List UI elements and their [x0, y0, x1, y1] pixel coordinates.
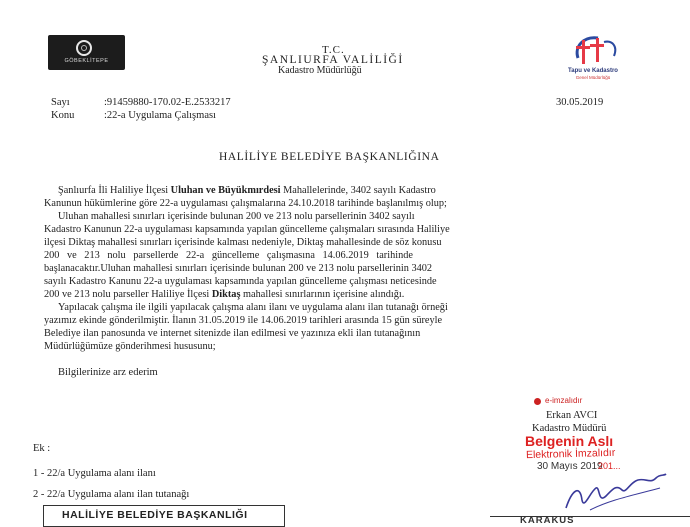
header-valilik: ŞANLIURFA VALİLİĞİ [262, 54, 404, 66]
konu-label: Konu [51, 110, 75, 121]
body-paragraph-3-line-4: Müdürlüğümüze gönderihmesi hususunu; [44, 341, 216, 352]
body-paragraph-2-line-1: Uluhan mahallesi sınırları içerisinde bulunan 200 ve 213 nolu parsellerinin 3402 sayılı [58, 211, 415, 222]
body-paragraph-3-line-3: Belediye ilan panosunda ve internet sitenizde ilan edilmesi ve yazınıza ekli ilan tutanağının [44, 328, 421, 339]
body-paragraph-2-line-4: 200 ve 213 nolu parsellerde 22-a güncelleme çalışmasına 14.06.2019 tarihinde [44, 250, 413, 261]
e-signature-icon [534, 398, 541, 405]
body-paragraph-2-line-6: sayılı Kadastro Kanunu 22-a uygulaması kapsamında yapılan güncelleme çalışması neticesinde [44, 276, 437, 287]
logo-text: GÖBEKLİTEPE [64, 58, 109, 64]
konu-value: :22-a Uygulama Çalışması [104, 110, 216, 121]
tapu-kadastro-text: Tapu ve Kadastro [568, 68, 618, 74]
gobeklitepe-logo [48, 35, 125, 70]
recipient-box-title: HALİLİYE BELEDİYE BAŞKANLIĞI [62, 509, 248, 521]
stamp-belgenin-asli: Belgenin Aslı [525, 433, 614, 449]
closing-text: Bilgilerinize arz ederim [58, 367, 158, 378]
e-signature-label: e-imzalıdır [545, 396, 583, 405]
recipient-title: HALİLİYE BELEDİYE BAŞKANLIĞINA [219, 151, 440, 163]
stamp-date: 30 Mayıs 2019 [537, 461, 603, 472]
body-paragraph-3-line-1: Yapılacak çalışma ile ilgili yapılacak çalışma alanı ilanı ve uygulama alanı ilan tutanağı örneği [58, 302, 448, 313]
body-paragraph-1-line-1: Şanlıurfa İli Haliliye İlçesi Uluhan ve Büyükmırdesi Mahallelerinde, 3402 sayılı Kadastro [58, 185, 436, 196]
attachment-item-1: 1 - 22/a Uygulama alanı ilanı [33, 468, 156, 479]
logo-ring-icon [76, 40, 92, 56]
attachment-item-2: 2 - 22/a Uygulama alanı ilan tutanağı [33, 489, 190, 500]
body-paragraph-2-line-3: ilçesi Diktaş mahallesi sınırları içerisinde kalması nedeniyle, Diktaş mahallesinde de söz konusu [44, 237, 442, 248]
sayi-label: Sayı [51, 97, 70, 108]
stamp-elektronik-imzalidir: Elektronik İmzalıdır [525, 446, 616, 462]
signer-name: Erkan AVCI [546, 410, 598, 421]
sayi-value: :91459880-170.02-E.2533217 [104, 97, 231, 108]
bottom-name: KARAKUS [520, 515, 575, 526]
handwritten-signature-icon [560, 470, 670, 516]
attachments-label: Ek : [33, 443, 51, 454]
body-paragraph-1-line-2: Kanunun hükümlerine göre 22-a uygulaması çalışmalarına 24.10.2018 tarihinde başlanılmış olup; [44, 198, 447, 209]
logo-subtext [48, 64, 125, 68]
body-paragraph-2-line-5: başlanacaktır.Uluhan mahallesi sınırları içerisinde bulunan 200 ve 213 nolu parsellerinin 3402 [44, 263, 433, 274]
tapu-kadastro-subtext: Genel Müdürlüğü [575, 75, 611, 80]
stamp-extra: 201... [598, 461, 621, 471]
document-date: 30.05.2019 [556, 97, 604, 108]
header-mudurluk: Kadastro Müdürlüğü [278, 65, 362, 76]
body-paragraph-2-line-7: 200 ve 213 nolu parseller Haliliye İlçesi Diktaş mahallesi sınırlarının içerisine alındığı. [44, 289, 405, 300]
body-paragraph-2-line-2: Kadastro Kanunun 22-a uygulaması kapsamında yapılan güncelleme çalışmaları sırasında Haliliye [44, 224, 450, 235]
body-paragraph-3-line-2: yazımız ekinde gönderilmiştir. İlanın 31.05.2019 ile 14.06.2019 tarihleri arasında 15 gün süreyle [44, 315, 443, 326]
header-tc: T.C. [322, 44, 345, 56]
signer-title: Kadastro Müdürü [532, 423, 607, 434]
